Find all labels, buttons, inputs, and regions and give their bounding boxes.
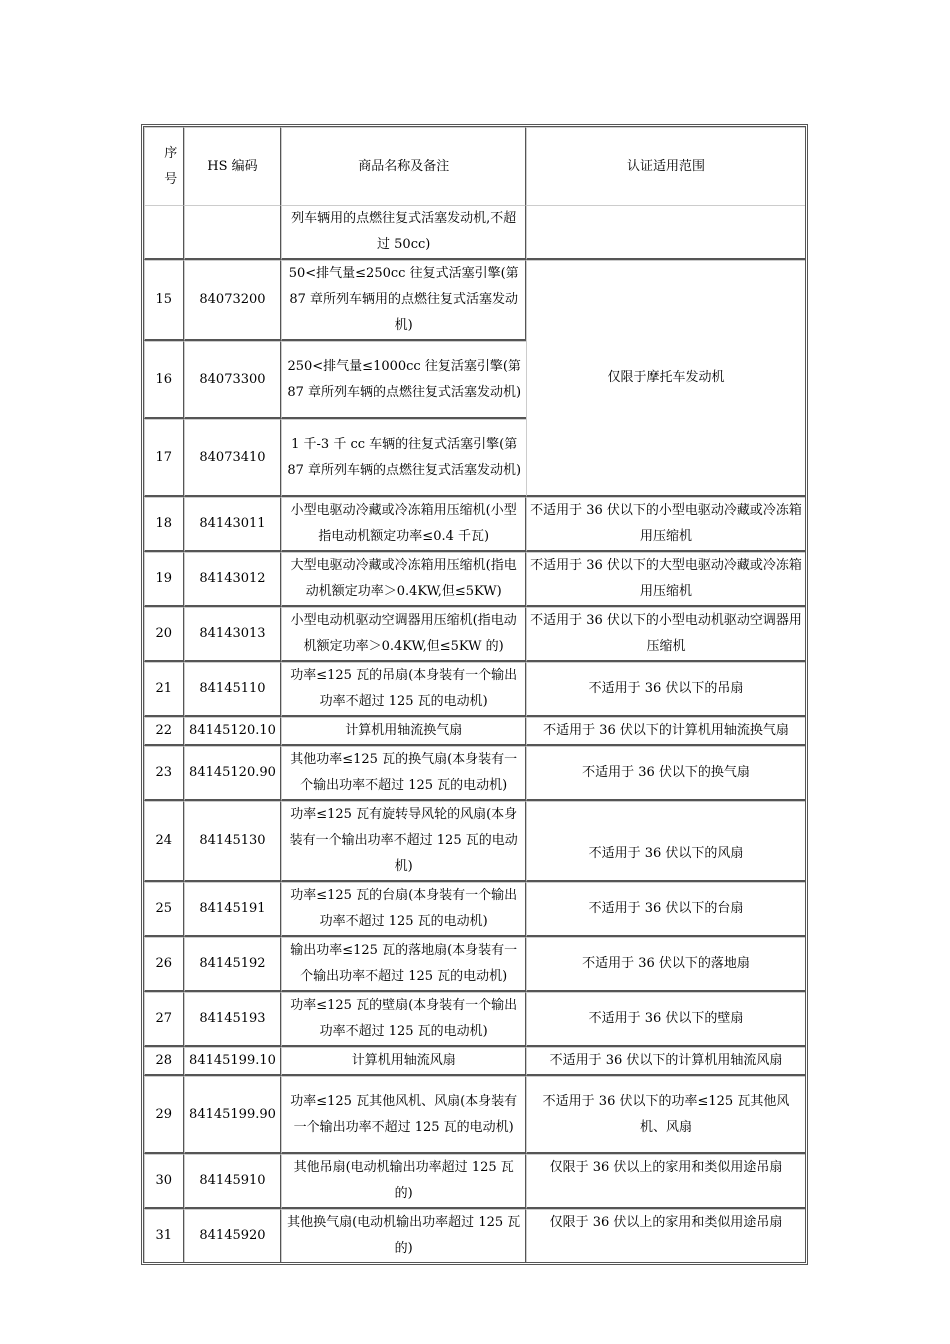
cell-no: 21: [144, 662, 184, 717]
cell-no: [144, 205, 184, 260]
cell-scope: 不适用于 36 伏以下的风扇: [526, 801, 805, 882]
cell-name: 功率≤125 瓦的台扇(本身装有一个输出功率不超过 125 瓦的电动机): [281, 882, 526, 937]
cell-scope: 不适用于 36 伏以下的换气扇: [526, 746, 805, 801]
cell-scope: 仅限于摩托车发动机: [526, 260, 805, 497]
table-row: [144, 882, 805, 937]
table-row: [144, 205, 805, 260]
header-serial-no: 序号: [144, 127, 184, 205]
cell-name: 小型电动机驱动空调器用压缩机(指电动机额定功率＞0.4KW,但≤5KW 的): [281, 607, 526, 662]
table-row: [144, 1209, 805, 1262]
cell-no: 24: [144, 801, 184, 882]
cell-hs: [184, 205, 282, 260]
cell-no: 22: [144, 717, 184, 746]
table-row: [144, 607, 805, 662]
cell-scope: 不适用于 36 伏以下的落地扇: [526, 937, 805, 992]
cell-scope: 不适用于 36 伏以下的大型电驱动冷藏或冷冻箱用压缩机: [526, 552, 805, 607]
table-row: [144, 1154, 805, 1209]
cell-name: 小型电驱动冷藏或冷冻箱用压缩机(小型指电动机额定功率≤0.4 千瓦): [281, 497, 526, 552]
cell-name: 计算机用轴流风扇: [281, 1047, 526, 1076]
cell-no: 18: [144, 497, 184, 552]
table-row: [144, 1076, 805, 1154]
cell-hs: 84145120.90: [184, 746, 282, 801]
cell-scope: 不适用于 36 伏以下的计算机用轴流风扇: [526, 1047, 805, 1076]
cell-name: 功率≤125 瓦有旋转导风轮的风扇(本身装有一个输出功率不超过 125 瓦的电动机): [281, 801, 526, 882]
cell-name: 列车辆用的点燃往复式活塞发动机,不超过 50cc): [281, 205, 526, 260]
cell-hs: 84145199.10: [184, 1047, 282, 1076]
cell-no: 15: [144, 260, 184, 341]
cell-hs: 84145192: [184, 937, 282, 992]
cell-hs: 84145910: [184, 1154, 282, 1209]
cell-no: 29: [144, 1076, 184, 1154]
table-row: [144, 662, 805, 717]
cell-no: 17: [144, 419, 184, 497]
cell-name: 50<排气量≤250cc 往复式活塞引擎(第 87 章所列车辆用的点燃往复式活塞发动机): [281, 260, 526, 341]
cell-name: 功率≤125 瓦其他风机、风扇(本身装有一个输出功率不超过 125 瓦的电动机): [281, 1076, 526, 1154]
cell-no: 19: [144, 552, 184, 607]
cell-no: 27: [144, 992, 184, 1047]
table-row: [144, 497, 805, 552]
table-row: [144, 260, 805, 341]
cell-scope: 不适用于 36 伏以下的小型电动机驱动空调器用压缩机: [526, 607, 805, 662]
cell-hs: 84143011: [184, 497, 282, 552]
cell-hs: 84073300: [184, 341, 282, 419]
cell-name: 功率≤125 瓦的吊扇(本身装有一个输出功率不超过 125 瓦的电动机): [281, 662, 526, 717]
certification-table: [141, 124, 808, 1265]
cell-hs: 84145199.90: [184, 1076, 282, 1154]
cell-name: 功率≤125 瓦的壁扇(本身装有一个输出功率不超过 125 瓦的电动机): [281, 992, 526, 1047]
table-row: [144, 801, 805, 882]
cell-scope: 不适用于 36 伏以下的小型电驱动冷藏或冷冻箱用压缩机: [526, 497, 805, 552]
cell-scope: 仅限于 36 伏以上的家用和类似用途吊扇: [526, 1154, 805, 1209]
cell-hs: 84145120.10: [184, 717, 282, 746]
table-row: [144, 937, 805, 992]
cell-scope: 不适用于 36 伏以下的吊扇: [526, 662, 805, 717]
table-row: [144, 552, 805, 607]
cell-scope: 不适用于 36 伏以下的台扇: [526, 882, 805, 937]
table-row: [144, 1047, 805, 1076]
cell-hs: 84143012: [184, 552, 282, 607]
cell-scope: 不适用于 36 伏以下的功率≤125 瓦其他风机、风扇: [526, 1076, 805, 1154]
cell-hs: 84143013: [184, 607, 282, 662]
cell-hs: 84145193: [184, 992, 282, 1047]
header-product-name: 商品名称及备注: [281, 127, 526, 205]
cell-no: 20: [144, 607, 184, 662]
cell-scope: 不适用于 36 伏以下的壁扇: [526, 992, 805, 1047]
cell-name: 输出功率≤125 瓦的落地扇(本身装有一个输出功率不超过 125 瓦的电动机): [281, 937, 526, 992]
cell-scope: [526, 205, 805, 260]
cell-hs: 84145920: [184, 1209, 282, 1262]
cell-no: 16: [144, 341, 184, 419]
cell-scope: 不适用于 36 伏以下的计算机用轴流换气扇: [526, 717, 805, 746]
cell-name: 其他换气扇(电动机输出功率超过 125 瓦的): [281, 1209, 526, 1262]
cell-no: 23: [144, 746, 184, 801]
cell-no: 25: [144, 882, 184, 937]
cell-name: 大型电驱动冷藏或冷冻箱用压缩机(指电动机额定功率＞0.4KW,但≤5KW): [281, 552, 526, 607]
table-header-row: [144, 127, 805, 205]
cell-hs: 84073410: [184, 419, 282, 497]
table-row: [144, 992, 805, 1047]
cell-name: 250<排气量≤1000cc 往复活塞引擎(第 87 章所列车辆的点燃往复式活塞发动机): [281, 341, 526, 419]
cell-name: 其他吊扇(电动机输出功率超过 125 瓦的): [281, 1154, 526, 1209]
cell-name: 计算机用轴流换气扇: [281, 717, 526, 746]
cell-hs: 84145110: [184, 662, 282, 717]
table-row: [144, 746, 805, 801]
table-row: [144, 717, 805, 746]
cell-no: 28: [144, 1047, 184, 1076]
cell-hs: 84073200: [184, 260, 282, 341]
header-cert-scope: 认证适用范围: [526, 127, 805, 205]
cell-scope: 仅限于 36 伏以上的家用和类似用途吊扇: [526, 1209, 805, 1262]
cell-name: 1 千-3 千 cc 车辆的往复式活塞引擎(第 87 章所列车辆的点燃往复式活塞发动机): [281, 419, 526, 497]
cell-hs: 84145191: [184, 882, 282, 937]
cell-no: 26: [144, 937, 184, 992]
cell-no: 30: [144, 1154, 184, 1209]
cell-hs: 84145130: [184, 801, 282, 882]
header-hs-code: HS 编码: [184, 127, 282, 205]
cell-no: 31: [144, 1209, 184, 1262]
cell-name: 其他功率≤125 瓦的换气扇(本身装有一个输出功率不超过 125 瓦的电动机): [281, 746, 526, 801]
